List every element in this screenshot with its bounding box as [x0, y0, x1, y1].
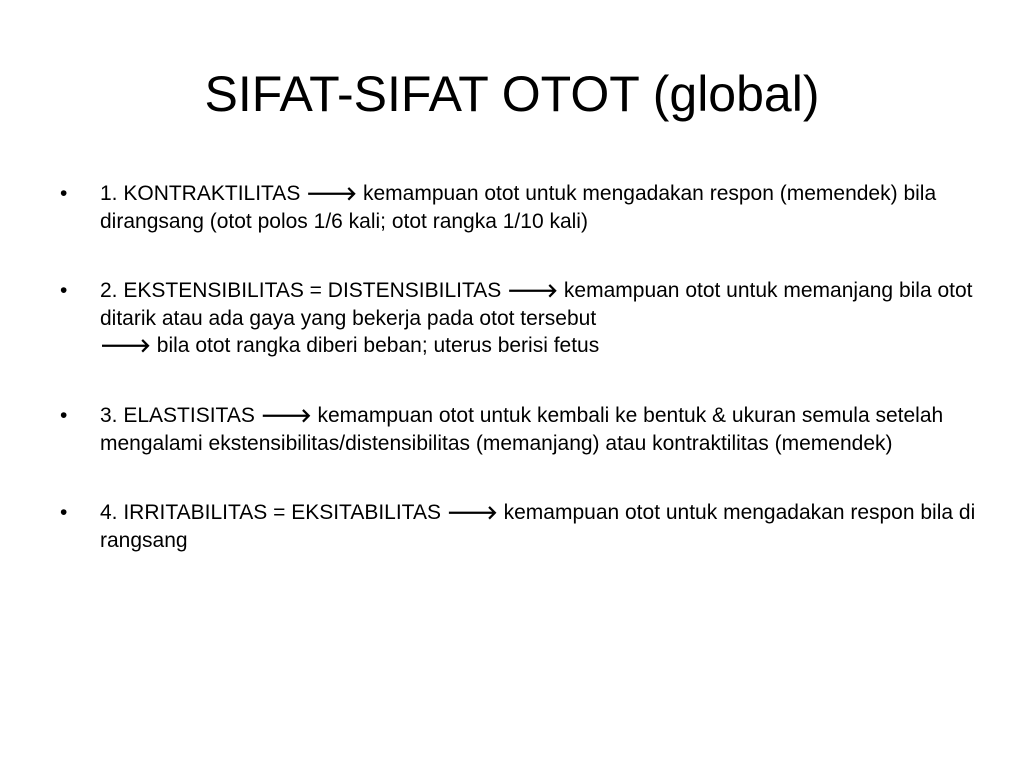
arrow-right-icon: 🡒: [260, 405, 312, 427]
bullet-text-example: bila otot rangka diberi beban; uterus berisi fetus: [156, 334, 600, 357]
bullet-item-kontraktilitas: [60, 180, 980, 235]
arrow-right-icon: 🡒: [100, 335, 151, 357]
bullet-item-elastisitas: [60, 402, 980, 457]
arrow-right-icon: 🡒: [446, 502, 498, 524]
slide-title: SIFAT-SIFAT OTOT (global): [204, 66, 820, 122]
bullet-item-irritabilitas: [60, 499, 980, 554]
bullet-icon: •: [60, 279, 68, 302]
bullet-label: 3. ELASTISITAS: [100, 404, 255, 427]
bullet-text: kemampuan otot untuk mengadakan respon bila di rangsang: [100, 501, 976, 552]
bullet-label: 1. KONTRAKTILITAS: [100, 182, 301, 205]
bullet-label: 2. EKSTENSIBILITAS = DISTENSIBILITAS: [100, 279, 502, 302]
arrow-right-icon: 🡒: [507, 280, 559, 302]
arrow-right-icon: 🡒: [306, 183, 358, 205]
bullet-icon: •: [60, 404, 68, 427]
bullet-icon: •: [60, 501, 68, 524]
bullet-text: kemampuan otot untuk kembali ke bentuk & ukuran semula setelah mengalami ekstensibilitas/distensibilitas (memanjang) atau kontraktilitas (memendek): [100, 404, 944, 455]
bullet-label: 4. IRRITABILITAS = EKSITABILITAS: [100, 501, 441, 524]
bullet-item-ekstensibilitas: [60, 277, 980, 360]
bullet-text: kemampuan otot untuk memanjang bila otot ditarik atau ada gaya yang bekerja pada otot tersebut: [100, 279, 973, 330]
bullet-icon: •: [60, 182, 68, 205]
bullet-text: kemampuan otot untuk mengadakan respon (memendek) bila dirangsang (otot polos 1/6 kali; otot rangka 1/10 kali): [100, 182, 937, 233]
bullet-list: [60, 180, 980, 596]
